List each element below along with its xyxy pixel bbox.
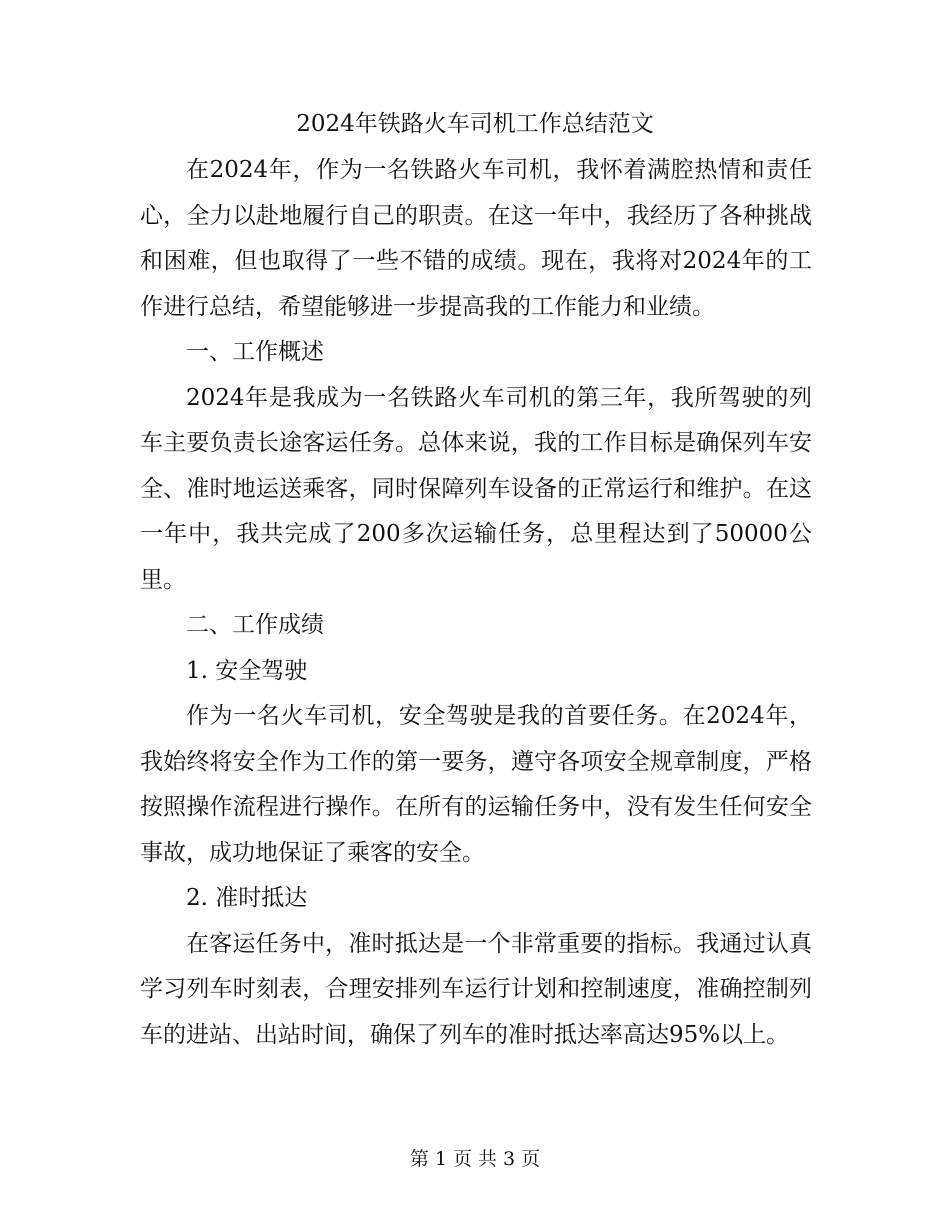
overview-paragraph: 2024年是我成为一名铁路火车司机的第三年，我所驾驶的列车主要负责长途客运任务。总体来说，我的工作目标是确保列车安全、准时地运送乘客，同时保障列车设备的正常运行和维护。在这一年中，我共完成了200多次运输任务，总里程达到了50000公里。	[140, 384, 812, 593]
safe-driving-paragraph: 作为一名火车司机，安全驾驶是我的首要任务。在2024年，我始终将安全作为工作的第一要务，遵守各项安全规章制度，严格按照操作流程进行操作。在所有的运输任务中，没有发生任何安全事故，成功地保证了乘客的安全。	[140, 703, 812, 866]
on-time-arrival-paragraph: 在客运任务中，准时抵达是一个非常重要的指标。我通过认真学习列车时刻表，合理安排列车运行计划和控制速度，准确控制列车的进站、出站时间，确保了列车的准时抵达率高达95%以上。	[140, 930, 812, 1048]
subheading-safe-driving: 1. 安全驾驶	[186, 657, 308, 684]
intro-paragraph: 在2024年，作为一名铁路火车司机，我怀着满腔热情和责任心，全力以赴地履行自己的职责。在这一年中，我经历了各种挑战和困难，但也取得了一些不错的成绩。现在，我将对2024年的工作进行总结，希望能够进一步提高我的工作能力和业绩。	[140, 157, 812, 320]
section-heading-overview: 一、工作概述	[186, 339, 324, 365]
document-title: 2024年铁路火车司机工作总结范文	[296, 111, 654, 137]
section-heading-achievements: 二、工作成绩	[186, 612, 324, 638]
document-body	[140, 148, 812, 1058]
subheading-on-time-arrival: 2. 准时抵达	[186, 885, 308, 911]
page-number-footer: 第 1 页 共 3 页	[409, 1148, 541, 1170]
